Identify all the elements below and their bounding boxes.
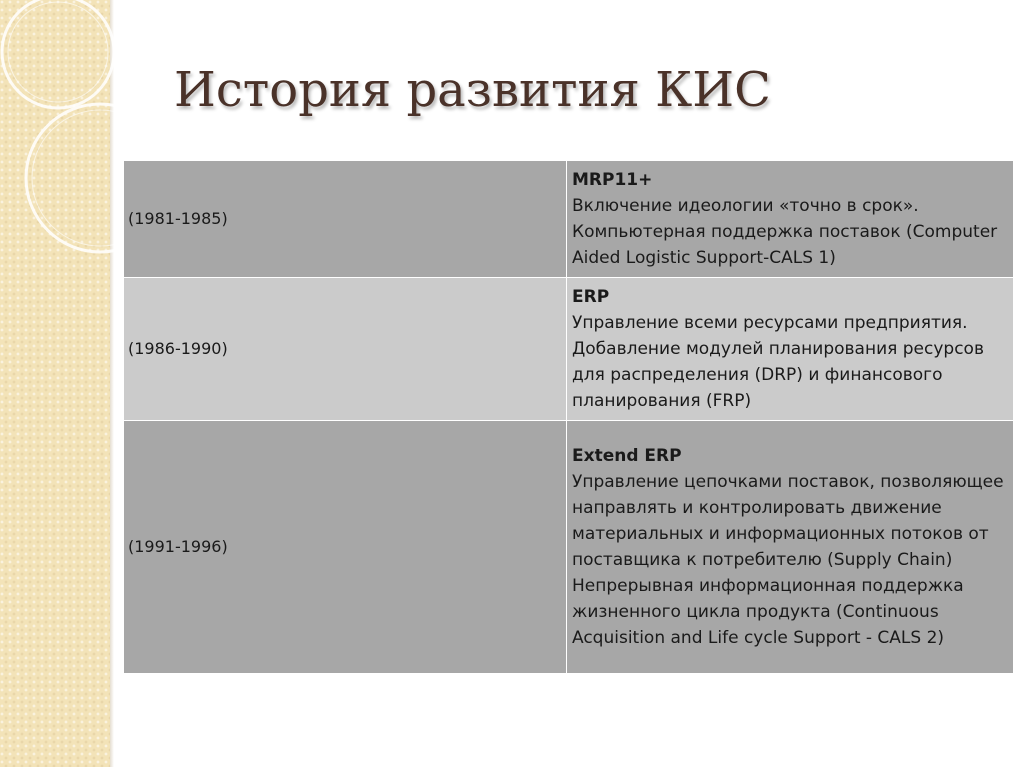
system-name: Extend ERP <box>572 446 682 466</box>
description-cell <box>567 278 1014 421</box>
system-description: Управление цепочками поставок, позволяющее направлять и контролировать движение материальных и информационных потоков от поставщика к потребителю (Supply Chain) Непрерывная информационная поддержка жизненного цикла продукта (Continuous Acquisition and Life cycle Support - CALS 2) <box>572 472 1004 648</box>
decorative-ring-top <box>2 0 114 108</box>
slide-title: История развития КИС <box>174 62 771 118</box>
description-cell <box>567 421 1014 674</box>
table-row <box>124 421 1014 674</box>
system-name: ERP <box>572 287 610 307</box>
period-cell: (1981-1985) <box>124 161 567 278</box>
decorative-ring-top-inner <box>8 2 108 102</box>
period-cell: (1991-1996) <box>124 421 567 674</box>
period-cell: (1986-1990) <box>124 278 567 421</box>
history-table <box>123 160 1014 674</box>
description-cell <box>567 161 1014 278</box>
system-description: Включение идеологии «точно в срок». Компьютерная поддержка поставок (Computer Aided Logistic Support-CALS 1) <box>572 196 998 268</box>
system-name: MRP11+ <box>572 170 653 190</box>
system-description: Управление всеми ресурсами предприятия. Добавление модулей планирования ресурсов для распределения (DRP) и финансового планирования (FRP) <box>572 313 984 411</box>
table-row <box>124 278 1014 421</box>
table-row <box>124 161 1014 278</box>
